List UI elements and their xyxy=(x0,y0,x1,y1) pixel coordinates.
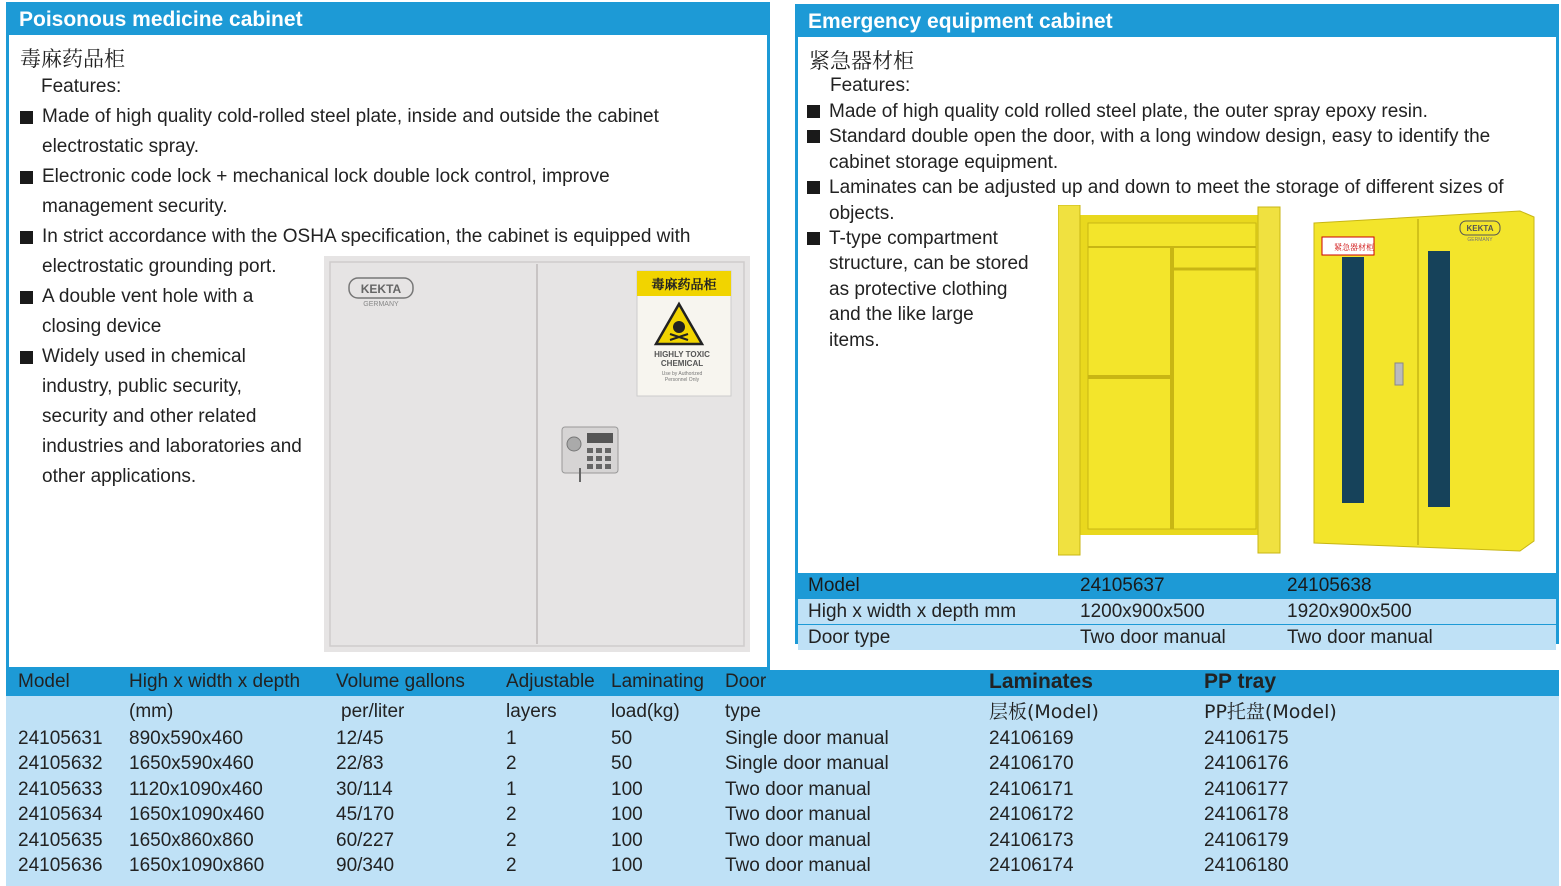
table-cell: 24106171 xyxy=(989,778,1074,800)
table-cell: 100 xyxy=(611,855,643,876)
table-cell: 12/45 xyxy=(336,728,384,749)
feature-item: Laminates can be adjusted up and down to meet the storage of different sizes of objects. xyxy=(807,175,1557,226)
column-header-sub: PP托盘(Model) xyxy=(1204,701,1337,723)
column-header: Door xyxy=(725,671,767,692)
table-cell: Single door manual xyxy=(725,753,889,775)
brand-logo-text: KEKTA xyxy=(1466,224,1494,233)
emergency-cabinet-panel xyxy=(795,4,1559,648)
table-cell: Two door manual xyxy=(725,855,871,876)
table-cell: 1650x1090x460 xyxy=(129,804,265,826)
column-header: Laminating xyxy=(611,671,704,692)
brand-sub-text: GERMANY xyxy=(1467,237,1493,243)
feature-item: In strict accordance with the OSHA specification, the cabinet is equipped with electrostatic grounding port. xyxy=(20,222,765,282)
table-cell: 24105634 xyxy=(18,804,103,826)
table-cell: 2 xyxy=(506,855,517,876)
table-cell: 24105635 xyxy=(18,829,103,851)
emergency-cabinet-cn-title: 紧急器材柜 xyxy=(809,49,914,73)
poisonous-spec-table xyxy=(6,670,1559,886)
table-row xyxy=(798,625,1556,651)
table-cell: 1120x1090x460 xyxy=(129,778,263,800)
emergency-cabinet-closed-image xyxy=(1310,207,1538,555)
emergency-features-label: Features: xyxy=(830,75,911,96)
column-header-sub: 层板(Model) xyxy=(989,701,1099,723)
column-header: Laminates xyxy=(989,670,1093,693)
table-cell: 2 xyxy=(506,753,517,775)
poisonous-cabinet-image xyxy=(324,256,750,652)
brand-logo-text: KEKTA xyxy=(360,282,402,296)
spec-label: Door type xyxy=(798,625,1070,651)
table-cell: 1650x590x460 xyxy=(129,753,254,775)
column-header-sub: load(kg) xyxy=(611,701,680,722)
table-cell: 2 xyxy=(506,804,517,826)
spec-value: 24105637 xyxy=(1070,573,1277,599)
poisonous-cabinet-header: Poisonous medicine cabinet xyxy=(9,5,767,35)
table-cell: 50 xyxy=(611,753,633,775)
table-cell: 24106176 xyxy=(1204,753,1289,775)
table-cell: 24106175 xyxy=(1204,728,1289,749)
table-row xyxy=(798,599,1556,625)
table-cell: 24105636 xyxy=(18,855,103,876)
spec-label: High x width x depth mm xyxy=(798,599,1070,625)
table-cell: 2 xyxy=(506,829,517,851)
warning-label-small-2: Personnel Only xyxy=(664,377,700,383)
column-header-sub: (mm) xyxy=(129,701,174,722)
spec-value: Two door manual xyxy=(1277,625,1556,651)
table-row xyxy=(798,573,1556,599)
table-cell: 1650x860x860 xyxy=(129,829,254,851)
table-cell: Two door manual xyxy=(725,804,871,826)
spec-label: Model xyxy=(798,573,1070,599)
poisonous-cabinet-cn-title: 毒麻药品柜 xyxy=(20,47,125,71)
emergency-label-cn: 紧急器材柜 xyxy=(1334,243,1374,252)
table-cell: 100 xyxy=(611,829,643,851)
table-cell: 30/114 xyxy=(336,778,393,800)
table-cell: 24106170 xyxy=(989,753,1074,775)
table-cell: 50 xyxy=(611,728,633,749)
emergency-spec-table xyxy=(798,573,1556,650)
table-cell: 24106179 xyxy=(1204,829,1289,851)
column-header-sub: layers xyxy=(506,701,557,722)
table-cell: 100 xyxy=(611,804,643,826)
column-header: High x width x depth xyxy=(129,671,301,692)
poisonous-features-label: Features: xyxy=(41,76,122,97)
spec-value: Two door manual xyxy=(1070,625,1277,651)
feature-item: Standard double open the door, with a long window design, easy to identify the cabinet storage equipment. xyxy=(807,124,1529,175)
table-cell: 90/340 xyxy=(336,855,395,876)
table-cell: 24105631 xyxy=(18,728,103,749)
spec-value: 24105638 xyxy=(1277,573,1556,599)
table-cell: Two door manual xyxy=(725,829,871,851)
table-cell: 24106177 xyxy=(1204,778,1289,800)
column-header: PP tray xyxy=(1204,670,1276,693)
table-cell: 890x590x460 xyxy=(129,728,244,749)
table-cell: 24105632 xyxy=(18,753,103,775)
poisonous-cabinet-panel xyxy=(6,2,770,670)
table-cell: 1650x1090x860 xyxy=(129,855,265,876)
column-header-sub: per/liter xyxy=(341,701,405,722)
spec-value: 1200x900x500 xyxy=(1070,599,1277,625)
column-header: Volume gallons xyxy=(336,671,465,692)
emergency-cabinet-open-image xyxy=(1058,205,1286,563)
emergency-cabinet-header: Emergency equipment cabinet xyxy=(798,7,1556,37)
table-cell: 24106172 xyxy=(989,804,1074,826)
table-cell: 22/83 xyxy=(336,753,384,775)
column-header: Model xyxy=(18,671,70,692)
spec-value: 1920x900x500 xyxy=(1277,599,1556,625)
feature-item: Widely used in chemical industry, public security, security and other related industries and laboratories and other applications. xyxy=(20,342,302,492)
table-cell: 45/170 xyxy=(336,804,395,826)
table-cell: 1 xyxy=(506,778,517,800)
table-cell: 24106180 xyxy=(1204,855,1289,876)
feature-item: T-type compartment structure, can be stored as protective clothing and the like large items. xyxy=(807,226,1029,353)
feature-item: Electronic code lock + mechanical lock double lock control, improve management security. xyxy=(20,162,682,222)
table-cell: 1 xyxy=(506,728,517,749)
column-header: Adjustable xyxy=(506,671,595,692)
warning-label-en-2: CHEMICAL xyxy=(660,359,704,368)
warning-label-en-1: HIGHLY TOXIC xyxy=(654,350,710,359)
table-cell: 24105633 xyxy=(18,778,103,800)
table-cell: 24106169 xyxy=(989,728,1074,749)
table-cell: Single door manual xyxy=(725,728,889,749)
warning-label-small-1: Use by Authorized xyxy=(661,371,703,377)
table-cell: 24106173 xyxy=(989,829,1074,851)
brand-sub-text: GERMANY xyxy=(363,301,399,308)
feature-item: A double vent hole with a closing device xyxy=(20,282,302,342)
feature-item: Made of high quality cold rolled steel plate, the outer spray epoxy resin. xyxy=(807,99,1557,124)
warning-label-cn: 毒麻药品柜 xyxy=(651,278,717,293)
table-cell: Two door manual xyxy=(725,778,871,800)
column-header-sub: type xyxy=(725,701,761,722)
table-cell: 24106178 xyxy=(1204,804,1289,826)
table-cell: 60/227 xyxy=(336,829,395,851)
table-cell: 24106174 xyxy=(989,855,1074,876)
table-cell: 100 xyxy=(611,778,643,800)
feature-item: Made of high quality cold-rolled steel plate, inside and outside the cabinet electrostatic spray. xyxy=(20,102,765,162)
